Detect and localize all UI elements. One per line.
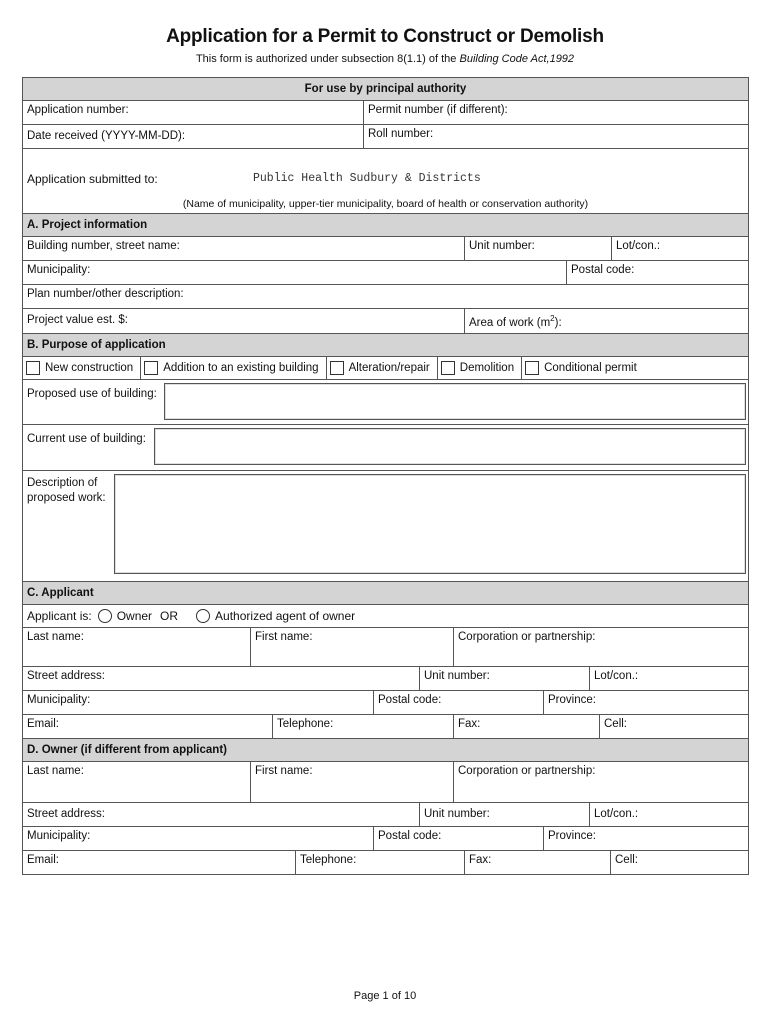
or-label: OR: [160, 609, 179, 623]
current-use-row: [23, 425, 748, 471]
description-input[interactable]: [114, 474, 746, 574]
email-label: Email:: [27, 718, 59, 730]
corporation-label: Corporation or partnership:: [458, 765, 596, 777]
owner-province-field[interactable]: [543, 827, 748, 850]
lot-con-label: Lot/con.:: [594, 670, 639, 682]
owner-email-field[interactable]: [23, 851, 295, 874]
applicant-first-name-field[interactable]: [250, 628, 453, 666]
divider: [437, 357, 438, 379]
project-row-4: [23, 309, 748, 334]
roll-number-label: Roll number:: [368, 128, 434, 140]
roll-number-field[interactable]: [363, 125, 748, 148]
project-value-field[interactable]: [23, 309, 464, 333]
applicant-type-row: [23, 605, 748, 628]
applicant-address-row: [23, 667, 748, 691]
application-number-label: Application number:: [27, 104, 129, 116]
checkbox-icon[interactable]: [525, 361, 539, 375]
applicant-province-field[interactable]: [543, 691, 748, 714]
form-title: Application for a Permit to Construct or Demolish: [166, 26, 604, 47]
option-demolition[interactable]: [441, 361, 514, 375]
form-subtitle: [0, 53, 770, 65]
divider: [140, 357, 141, 379]
option-label: Alteration/repair: [348, 362, 430, 374]
section-b-heading: B. Purpose of application: [23, 334, 748, 357]
authority-row-1: [23, 101, 748, 125]
last-name-label: Last name:: [27, 631, 84, 643]
applicant-municipality-field[interactable]: [23, 691, 373, 714]
plan-number-label: Plan number/other description:: [27, 288, 184, 300]
project-row-1: [23, 237, 748, 261]
page-number: Page 1 of 10: [353, 990, 417, 1002]
postal-code-label: Postal code:: [571, 264, 635, 276]
first-name-label: First name:: [255, 765, 313, 777]
option-label: New construction: [45, 362, 134, 374]
act-name: Building Code Act,1992: [459, 53, 575, 65]
owner-corporation-field[interactable]: [453, 762, 748, 802]
area-of-work-field[interactable]: [464, 309, 748, 333]
owner-telephone-field[interactable]: [295, 851, 464, 874]
area-sup: 2: [550, 314, 555, 323]
building-street-label: Building number, street name:: [27, 240, 180, 252]
owner-radio[interactable]: [98, 609, 112, 623]
option-alteration[interactable]: [330, 361, 430, 375]
application-number-field[interactable]: [23, 101, 363, 124]
owner-fax-field[interactable]: [464, 851, 610, 874]
postal-code-label: Postal code:: [378, 694, 442, 706]
purpose-options: [23, 357, 748, 380]
telephone-label: Telephone:: [300, 854, 357, 866]
authority-row-2: [23, 125, 748, 149]
checkbox-icon[interactable]: [26, 361, 40, 375]
option-addition[interactable]: [144, 361, 318, 375]
applicant-is-label: Applicant is:: [27, 609, 92, 623]
applicant-last-name-field[interactable]: [23, 628, 250, 666]
postal-code-field[interactable]: [566, 261, 748, 284]
fax-label: Fax:: [458, 718, 481, 730]
date-received-field[interactable]: [23, 125, 363, 148]
cell-label: Cell:: [615, 854, 639, 866]
lot-con-label: Lot/con.:: [616, 240, 661, 252]
municipality-label: Municipality:: [27, 830, 91, 842]
proposed-use-label: Proposed use of building:: [27, 388, 157, 400]
unit-number-label: Unit number:: [469, 240, 535, 252]
permit-number-field[interactable]: [363, 101, 748, 124]
checkbox-icon[interactable]: [441, 361, 455, 375]
lot-con-label: Lot/con.:: [594, 808, 639, 820]
permit-form: [22, 77, 749, 875]
description-row: [23, 471, 748, 582]
option-new-construction[interactable]: [26, 361, 133, 375]
option-label: Demolition: [459, 362, 515, 374]
checkbox-icon[interactable]: [144, 361, 158, 375]
owner-name-row: [23, 762, 748, 803]
fax-label: Fax:: [469, 854, 492, 866]
applicant-contact-row: [23, 715, 748, 739]
section-a-heading: A. Project information: [23, 214, 748, 237]
first-name-label: First name:: [255, 631, 313, 643]
section-c-heading: C. Applicant: [23, 582, 748, 605]
area-suffix: ):: [554, 316, 562, 329]
owner-contact-row: [23, 851, 748, 875]
project-row-2: [23, 261, 748, 285]
submitted-to-field[interactable]: [23, 149, 748, 214]
section-d-heading: D. Owner (if different from applicant): [23, 739, 748, 762]
owner-municipality-row: [23, 827, 748, 851]
applicant-name-row: [23, 628, 748, 667]
authority-heading: For use by principal authority: [23, 78, 748, 101]
province-label: Province:: [548, 830, 596, 842]
unit-number-label: Unit number:: [424, 808, 490, 820]
project-row-3: [23, 285, 748, 309]
owner-cell-field[interactable]: [610, 851, 748, 874]
municipality-label: Municipality:: [27, 694, 91, 706]
municipality-field[interactable]: [23, 261, 566, 284]
subtitle-text: This form is authorized under subsection 8(1.1) of the: [195, 53, 460, 65]
unit-number-field[interactable]: [464, 237, 611, 260]
current-use-label: Current use of building:: [27, 433, 146, 445]
current-use-input[interactable]: [154, 428, 746, 465]
divider: [521, 357, 522, 379]
municipality-label: Municipality:: [27, 264, 91, 276]
postal-code-label: Postal code:: [378, 830, 442, 842]
building-street-field[interactable]: [23, 237, 464, 260]
option-label: Addition to an existing building: [163, 362, 319, 374]
owner-municipality-field[interactable]: [23, 827, 373, 850]
area-prefix: Area of work (m: [469, 316, 551, 329]
proposed-use-row: [23, 380, 748, 425]
street-address-label: Street address:: [27, 670, 105, 682]
owner-lot-field[interactable]: [589, 803, 748, 826]
date-received-label: Date received (YYYY-MM-DD):: [27, 130, 186, 142]
owner-street-field[interactable]: [23, 803, 419, 826]
plan-number-field[interactable]: [23, 285, 748, 308]
submitted-to-value: Public Health Sudbury & Districts: [253, 172, 481, 185]
permit-number-label: Permit number (if different):: [368, 104, 508, 116]
proposed-use-input[interactable]: [164, 383, 746, 420]
applicant-telephone-field[interactable]: [272, 715, 453, 738]
province-label: Province:: [548, 694, 596, 706]
submitted-to-note: (Name of municipality, upper-tier municipality, board of health or conservation authority): [182, 198, 589, 210]
project-value-label: Project value est. $:: [27, 314, 128, 326]
owner-unit-field[interactable]: [419, 803, 589, 826]
agent-radio[interactable]: [196, 609, 210, 623]
owner-address-row: [23, 803, 748, 827]
applicant-municipality-row: [23, 691, 748, 715]
street-address-label: Street address:: [27, 808, 105, 820]
telephone-label: Telephone:: [277, 718, 334, 730]
applicant-unit-field[interactable]: [419, 667, 589, 690]
option-label: Conditional permit: [544, 362, 637, 374]
applicant-street-field[interactable]: [23, 667, 419, 690]
cell-label: Cell:: [604, 718, 628, 730]
agent-option-label: Authorized agent of owner: [215, 609, 356, 623]
description-label-2: proposed work:: [27, 492, 106, 504]
applicant-postal-field[interactable]: [373, 691, 543, 714]
applicant-fax-field[interactable]: [453, 715, 599, 738]
unit-number-label: Unit number:: [424, 670, 490, 682]
email-label: Email:: [27, 854, 59, 866]
last-name-label: Last name:: [27, 765, 84, 777]
applicant-corporation-field[interactable]: [453, 628, 748, 666]
checkbox-icon[interactable]: [330, 361, 344, 375]
applicant-email-field[interactable]: [23, 715, 272, 738]
applicant-cell-field[interactable]: [599, 715, 748, 738]
submitted-to-label: Application submitted to:: [27, 172, 158, 186]
owner-postal-field[interactable]: [373, 827, 543, 850]
corporation-label: Corporation or partnership:: [458, 631, 596, 643]
divider: [326, 357, 327, 379]
option-conditional[interactable]: [525, 361, 637, 375]
description-label-1: Description of: [27, 477, 98, 489]
owner-option-label: Owner: [116, 609, 153, 623]
applicant-lot-field[interactable]: [589, 667, 748, 690]
lot-con-field[interactable]: [611, 237, 748, 260]
owner-last-name-field[interactable]: [23, 762, 250, 802]
owner-first-name-field[interactable]: [250, 762, 453, 802]
